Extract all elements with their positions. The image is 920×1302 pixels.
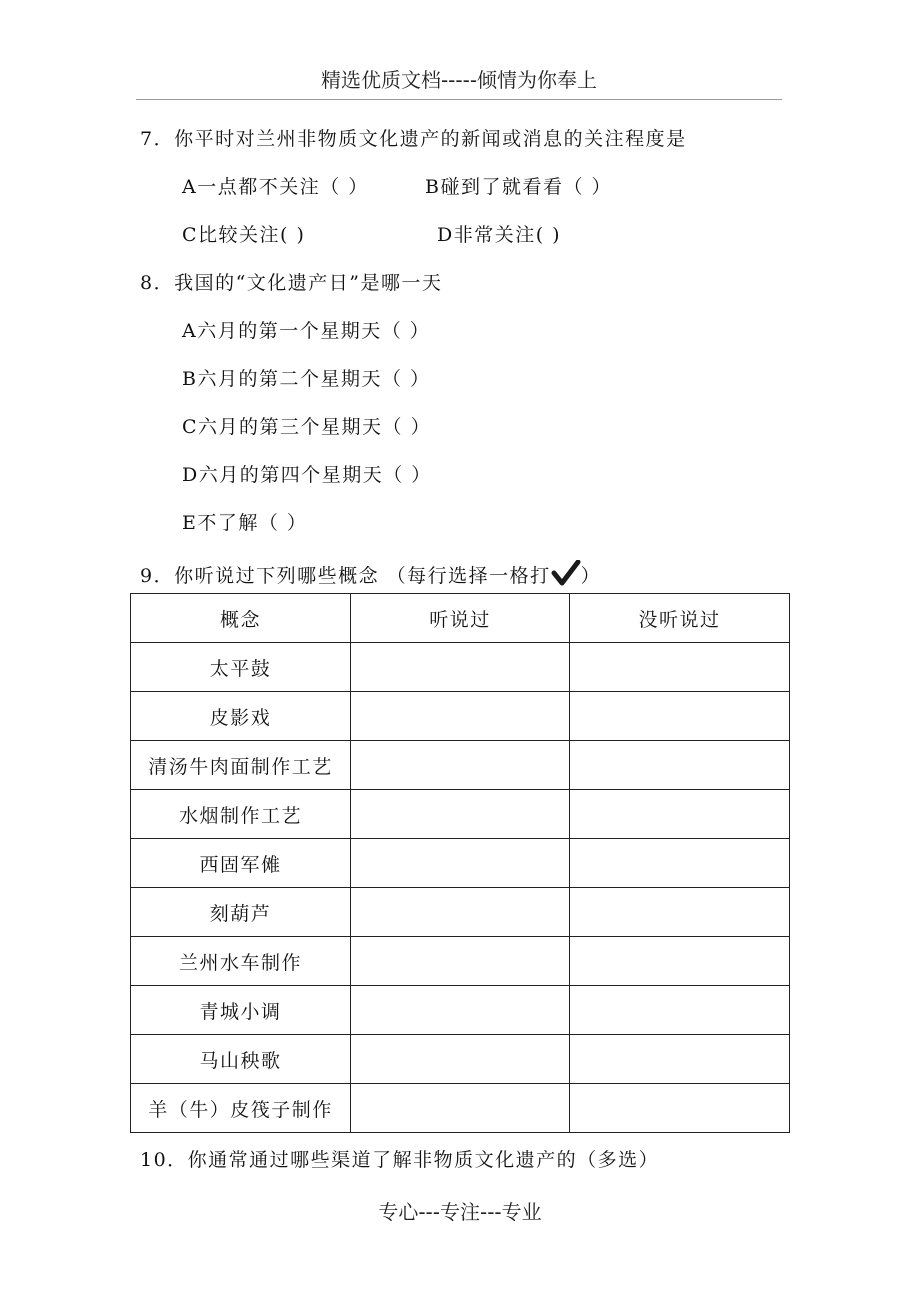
not-heard-cell[interactable] — [570, 741, 790, 790]
q7-option-d[interactable]: D非常关注( ) — [437, 224, 562, 246]
not-heard-cell[interactable] — [570, 790, 790, 839]
table-row — [131, 986, 790, 1035]
q8-option-d[interactable]: D六月的第四个星期天（ ） — [182, 464, 432, 486]
not-heard-cell[interactable] — [570, 1035, 790, 1084]
heard-cell[interactable] — [351, 839, 570, 888]
table-row — [131, 888, 790, 937]
question-9-close: ） — [580, 565, 602, 587]
table-row — [131, 839, 790, 888]
concepts-table — [130, 593, 790, 1133]
table-header-row — [131, 594, 790, 643]
heard-cell[interactable] — [351, 741, 570, 790]
table-row — [131, 937, 790, 986]
not-heard-cell[interactable] — [570, 643, 790, 692]
not-heard-cell[interactable] — [570, 986, 790, 1035]
table-row — [131, 643, 790, 692]
not-heard-cell[interactable] — [570, 692, 790, 741]
page-footer: 专心---专注---专业 — [378, 1200, 542, 1224]
concept-name: 水烟制作工艺 — [131, 790, 351, 839]
q8-option-c[interactable]: C六月的第三个星期天（ ） — [182, 416, 432, 438]
header-concept: 概念 — [131, 594, 351, 643]
heard-cell[interactable] — [351, 1035, 570, 1084]
q7-option-c[interactable]: C比较关注( ) — [182, 224, 306, 246]
heard-cell[interactable] — [351, 643, 570, 692]
question-9 — [140, 560, 601, 588]
checkmark-icon — [551, 560, 581, 586]
concept-name: 太平鼓 — [131, 643, 351, 692]
concept-name: 刻葫芦 — [131, 888, 351, 937]
header-heard: 听说过 — [351, 594, 570, 643]
not-heard-cell[interactable] — [570, 937, 790, 986]
heard-cell[interactable] — [351, 986, 570, 1035]
q8-option-e[interactable]: E不了解（ ） — [182, 512, 308, 534]
table-row — [131, 741, 790, 790]
table-row — [131, 1084, 790, 1133]
concept-name: 兰州水车制作 — [131, 937, 351, 986]
concept-name: 羊（牛）皮筏子制作 — [131, 1084, 351, 1133]
concept-name: 青城小调 — [131, 986, 351, 1035]
table-row — [131, 790, 790, 839]
concept-name: 清汤牛肉面制作工艺 — [131, 741, 351, 790]
heard-cell[interactable] — [351, 888, 570, 937]
question-8: 8．我国的“文化遗产日”是哪一天 — [140, 272, 443, 294]
question-9-text: 9．你听说过下列哪些概念 （每行选择一格打 — [140, 565, 551, 587]
table-row — [131, 692, 790, 741]
header-not-heard: 没听说过 — [570, 594, 790, 643]
q7-option-a[interactable]: A一点都不关注（ ） — [182, 176, 369, 198]
question-7: 7．你平时对兰州非物质文化遗产的新闻或消息的关注程度是 — [140, 128, 687, 150]
question-10: 10．你通常通过哪些渠道了解非物质文化遗产的（多选） — [140, 1149, 660, 1171]
table-row — [131, 1035, 790, 1084]
concept-name: 西固军傩 — [131, 839, 351, 888]
heard-cell[interactable] — [351, 692, 570, 741]
concept-name: 皮影戏 — [131, 692, 351, 741]
not-heard-cell[interactable] — [570, 839, 790, 888]
not-heard-cell[interactable] — [570, 1084, 790, 1133]
heard-cell[interactable] — [351, 1084, 570, 1133]
q8-option-a[interactable]: A六月的第一个星期天（ ） — [182, 320, 431, 342]
heard-cell[interactable] — [351, 937, 570, 986]
page-header: 精选优质文档-----倾情为你奉上 — [136, 64, 782, 100]
q8-option-b[interactable]: B六月的第二个星期天（ ） — [182, 368, 431, 390]
q7-option-b[interactable]: B碰到了就看看（ ） — [425, 176, 613, 198]
heard-cell[interactable] — [351, 790, 570, 839]
concept-name: 马山秧歌 — [131, 1035, 351, 1084]
not-heard-cell[interactable] — [570, 888, 790, 937]
